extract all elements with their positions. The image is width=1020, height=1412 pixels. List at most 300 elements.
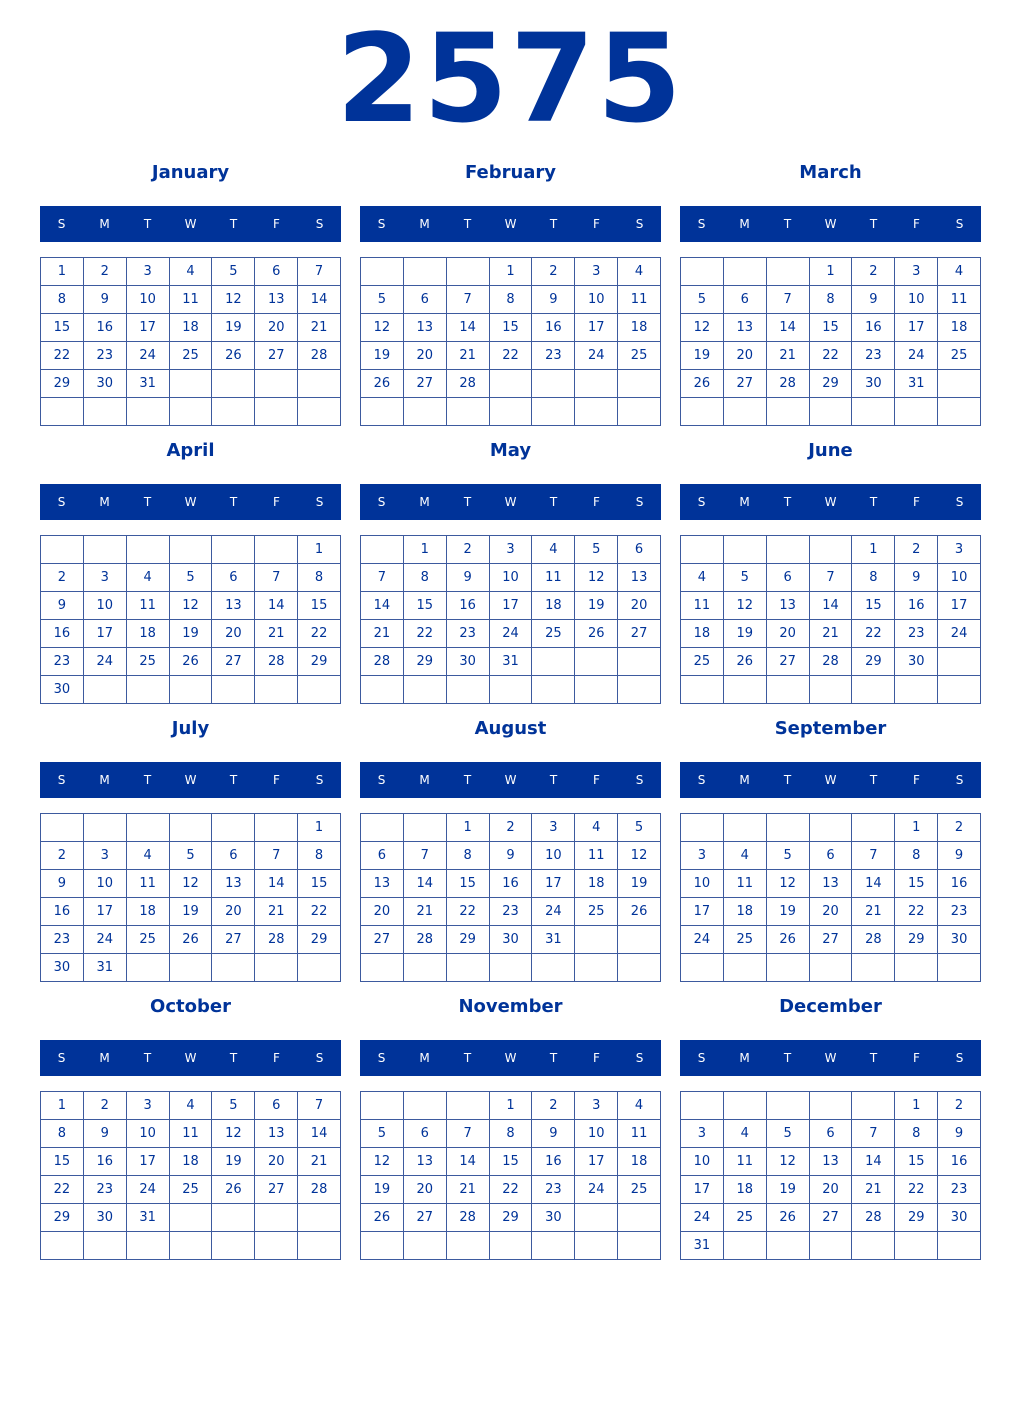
weekday-label: T bbox=[463, 217, 472, 231]
day-cell: 21 bbox=[447, 1176, 490, 1204]
weekday-label: T bbox=[463, 1051, 472, 1065]
empty-cell bbox=[170, 954, 213, 982]
day-cell: 20 bbox=[724, 342, 767, 370]
weekday-header bbox=[680, 484, 981, 520]
empty-cell bbox=[724, 676, 767, 704]
empty-cell bbox=[767, 814, 810, 842]
day-cell: 7 bbox=[361, 564, 404, 592]
day-cell: 20 bbox=[255, 314, 298, 342]
weekday-label: S bbox=[955, 773, 964, 787]
day-cell: 7 bbox=[298, 258, 341, 286]
weekday-label: M bbox=[419, 495, 430, 509]
day-cell: 4 bbox=[170, 1092, 213, 1120]
day-cell: 10 bbox=[84, 870, 127, 898]
day-cell: 24 bbox=[84, 648, 127, 676]
day-cell: 4 bbox=[575, 814, 618, 842]
day-cell: 19 bbox=[212, 1148, 255, 1176]
day-cell: 29 bbox=[810, 370, 853, 398]
weekday-label: S bbox=[697, 773, 706, 787]
empty-cell bbox=[127, 398, 170, 426]
weekday-label: T bbox=[783, 773, 792, 787]
day-cell: 27 bbox=[724, 370, 767, 398]
day-cell: 29 bbox=[298, 648, 341, 676]
empty-cell bbox=[895, 954, 938, 982]
day-cell: 11 bbox=[724, 870, 767, 898]
empty-cell bbox=[852, 954, 895, 982]
day-cell: 31 bbox=[127, 1204, 170, 1232]
day-cell: 13 bbox=[810, 1148, 853, 1176]
day-cell: 13 bbox=[212, 592, 255, 620]
weekday-label: T bbox=[229, 1051, 238, 1065]
day-cell: 13 bbox=[618, 564, 661, 592]
weekday-label: T bbox=[229, 217, 238, 231]
weekday-label: S bbox=[955, 1051, 964, 1065]
day-cell: 24 bbox=[895, 342, 938, 370]
weekday-label: S bbox=[57, 495, 66, 509]
day-cell: 11 bbox=[575, 842, 618, 870]
empty-cell bbox=[810, 676, 853, 704]
day-cell: 4 bbox=[618, 1092, 661, 1120]
weekday-label: S bbox=[955, 495, 964, 509]
weekday-header bbox=[680, 206, 981, 242]
weekday-label: T bbox=[463, 495, 472, 509]
day-cell: 31 bbox=[127, 370, 170, 398]
day-cell: 21 bbox=[447, 342, 490, 370]
empty-cell bbox=[447, 1092, 490, 1120]
weekday-label: M bbox=[739, 773, 750, 787]
day-cell: 21 bbox=[767, 342, 810, 370]
day-cell: 29 bbox=[895, 926, 938, 954]
weekday-label: T bbox=[869, 773, 878, 787]
weekday-label: T bbox=[143, 495, 152, 509]
day-cell: 27 bbox=[618, 620, 661, 648]
weekday-label: S bbox=[635, 217, 644, 231]
day-cell: 21 bbox=[404, 898, 447, 926]
day-cell: 17 bbox=[575, 314, 618, 342]
empty-cell bbox=[938, 1232, 981, 1260]
day-cell: 22 bbox=[490, 1176, 533, 1204]
weekday-label: T bbox=[549, 1051, 558, 1065]
day-cell: 27 bbox=[212, 648, 255, 676]
day-cell: 21 bbox=[298, 314, 341, 342]
empty-cell bbox=[447, 1232, 490, 1260]
empty-cell bbox=[810, 814, 853, 842]
day-cell: 1 bbox=[810, 258, 853, 286]
day-cell: 9 bbox=[41, 592, 84, 620]
day-cell: 22 bbox=[41, 1176, 84, 1204]
day-cell: 10 bbox=[681, 870, 724, 898]
empty-cell bbox=[532, 648, 575, 676]
weekday-label: S bbox=[697, 217, 706, 231]
day-cell: 13 bbox=[361, 870, 404, 898]
day-cell: 28 bbox=[447, 1204, 490, 1232]
day-cell: 8 bbox=[298, 842, 341, 870]
day-cell: 8 bbox=[490, 286, 533, 314]
empty-cell bbox=[575, 1232, 618, 1260]
day-cell: 21 bbox=[810, 620, 853, 648]
weekday-label: M bbox=[99, 773, 110, 787]
day-grid bbox=[680, 257, 981, 426]
empty-cell bbox=[810, 1232, 853, 1260]
day-cell: 1 bbox=[490, 258, 533, 286]
day-cell: 20 bbox=[404, 1176, 447, 1204]
day-cell: 20 bbox=[212, 898, 255, 926]
month-name: March bbox=[799, 162, 862, 183]
day-cell: 2 bbox=[852, 258, 895, 286]
day-cell: 2 bbox=[41, 842, 84, 870]
empty-cell bbox=[490, 676, 533, 704]
empty-cell bbox=[212, 1204, 255, 1232]
weekday-label: F bbox=[913, 217, 920, 231]
day-cell: 22 bbox=[810, 342, 853, 370]
day-cell: 15 bbox=[895, 870, 938, 898]
day-cell: 16 bbox=[938, 1148, 981, 1176]
day-cell: 16 bbox=[84, 314, 127, 342]
month-name: November bbox=[458, 996, 563, 1017]
empty-cell bbox=[767, 398, 810, 426]
empty-cell bbox=[618, 676, 661, 704]
day-cell: 1 bbox=[298, 814, 341, 842]
weekday-label: F bbox=[913, 495, 920, 509]
day-cell: 18 bbox=[170, 1148, 213, 1176]
empty-cell bbox=[170, 1204, 213, 1232]
day-cell: 12 bbox=[170, 592, 213, 620]
day-cell: 28 bbox=[255, 648, 298, 676]
empty-cell bbox=[127, 1232, 170, 1260]
day-cell: 4 bbox=[127, 564, 170, 592]
empty-cell bbox=[404, 954, 447, 982]
day-cell: 23 bbox=[447, 620, 490, 648]
day-cell: 24 bbox=[127, 342, 170, 370]
day-grid bbox=[40, 535, 341, 704]
day-cell: 26 bbox=[212, 342, 255, 370]
day-cell: 12 bbox=[575, 564, 618, 592]
day-cell: 29 bbox=[447, 926, 490, 954]
day-cell: 30 bbox=[447, 648, 490, 676]
day-cell: 5 bbox=[361, 1120, 404, 1148]
day-cell: 27 bbox=[255, 342, 298, 370]
day-cell: 8 bbox=[298, 564, 341, 592]
day-cell: 25 bbox=[618, 1176, 661, 1204]
day-cell: 7 bbox=[404, 842, 447, 870]
empty-cell bbox=[852, 398, 895, 426]
empty-cell bbox=[404, 1092, 447, 1120]
weekday-label: T bbox=[783, 495, 792, 509]
day-cell: 25 bbox=[170, 342, 213, 370]
day-cell: 31 bbox=[490, 648, 533, 676]
weekday-label: W bbox=[184, 773, 197, 787]
day-cell: 12 bbox=[767, 870, 810, 898]
day-cell: 31 bbox=[895, 370, 938, 398]
day-cell: 19 bbox=[724, 620, 767, 648]
day-cell: 11 bbox=[532, 564, 575, 592]
weekday-label: T bbox=[463, 773, 472, 787]
day-cell: 5 bbox=[212, 1092, 255, 1120]
empty-cell bbox=[490, 370, 533, 398]
day-cell: 8 bbox=[490, 1120, 533, 1148]
empty-cell bbox=[255, 814, 298, 842]
empty-cell bbox=[298, 1232, 341, 1260]
day-cell: 3 bbox=[84, 842, 127, 870]
day-cell: 12 bbox=[361, 314, 404, 342]
day-cell: 4 bbox=[170, 258, 213, 286]
day-cell: 6 bbox=[255, 258, 298, 286]
empty-cell bbox=[767, 258, 810, 286]
day-cell: 28 bbox=[447, 370, 490, 398]
day-cell: 28 bbox=[767, 370, 810, 398]
day-cell: 9 bbox=[84, 1120, 127, 1148]
day-cell: 6 bbox=[212, 564, 255, 592]
day-cell: 28 bbox=[255, 926, 298, 954]
day-cell: 29 bbox=[490, 1204, 533, 1232]
day-grid bbox=[360, 257, 661, 426]
day-cell: 21 bbox=[361, 620, 404, 648]
weekday-label: T bbox=[229, 773, 238, 787]
day-grid bbox=[360, 535, 661, 704]
day-cell: 15 bbox=[298, 592, 341, 620]
day-cell: 14 bbox=[404, 870, 447, 898]
day-cell: 13 bbox=[767, 592, 810, 620]
day-cell: 9 bbox=[84, 286, 127, 314]
day-cell: 8 bbox=[404, 564, 447, 592]
day-cell: 29 bbox=[895, 1204, 938, 1232]
day-cell: 16 bbox=[41, 898, 84, 926]
weekday-label: S bbox=[315, 773, 324, 787]
empty-cell bbox=[212, 954, 255, 982]
empty-cell bbox=[127, 954, 170, 982]
weekday-label: T bbox=[549, 773, 558, 787]
weekday-label: W bbox=[504, 773, 517, 787]
day-cell: 8 bbox=[447, 842, 490, 870]
day-cell: 12 bbox=[681, 314, 724, 342]
empty-cell bbox=[724, 814, 767, 842]
day-cell: 19 bbox=[170, 620, 213, 648]
day-cell: 15 bbox=[41, 314, 84, 342]
weekday-label: T bbox=[869, 217, 878, 231]
day-cell: 16 bbox=[532, 314, 575, 342]
day-cell: 9 bbox=[447, 564, 490, 592]
weekday-header bbox=[40, 1040, 341, 1076]
day-cell: 16 bbox=[41, 620, 84, 648]
weekday-header bbox=[360, 206, 661, 242]
day-cell: 24 bbox=[681, 1204, 724, 1232]
day-cell: 23 bbox=[938, 1176, 981, 1204]
day-cell: 30 bbox=[41, 676, 84, 704]
weekday-label: S bbox=[697, 495, 706, 509]
day-cell: 29 bbox=[41, 370, 84, 398]
day-cell: 20 bbox=[255, 1148, 298, 1176]
day-cell: 13 bbox=[810, 870, 853, 898]
weekday-label: S bbox=[315, 1051, 324, 1065]
day-cell: 16 bbox=[938, 870, 981, 898]
day-cell: 2 bbox=[532, 258, 575, 286]
day-cell: 6 bbox=[404, 1120, 447, 1148]
day-cell: 3 bbox=[532, 814, 575, 842]
month-name: October bbox=[150, 996, 231, 1017]
day-cell: 17 bbox=[127, 1148, 170, 1176]
empty-cell bbox=[212, 536, 255, 564]
weekday-label: M bbox=[99, 1051, 110, 1065]
day-cell: 1 bbox=[852, 536, 895, 564]
empty-cell bbox=[618, 1204, 661, 1232]
day-cell: 30 bbox=[490, 926, 533, 954]
weekday-label: W bbox=[184, 217, 197, 231]
month-name: January bbox=[151, 162, 230, 183]
empty-cell bbox=[212, 1232, 255, 1260]
day-cell: 28 bbox=[852, 1204, 895, 1232]
day-cell: 6 bbox=[255, 1092, 298, 1120]
empty-cell bbox=[724, 536, 767, 564]
weekday-label: W bbox=[184, 1051, 197, 1065]
empty-cell bbox=[84, 398, 127, 426]
day-cell: 24 bbox=[490, 620, 533, 648]
weekday-label: F bbox=[593, 773, 600, 787]
day-cell: 2 bbox=[84, 258, 127, 286]
day-cell: 12 bbox=[212, 286, 255, 314]
month-name: May bbox=[489, 440, 532, 461]
day-cell: 17 bbox=[938, 592, 981, 620]
day-cell: 12 bbox=[767, 1148, 810, 1176]
empty-cell bbox=[681, 398, 724, 426]
day-cell: 13 bbox=[404, 314, 447, 342]
day-cell: 23 bbox=[84, 1176, 127, 1204]
day-cell: 17 bbox=[895, 314, 938, 342]
empty-cell bbox=[618, 954, 661, 982]
day-cell: 5 bbox=[724, 564, 767, 592]
day-cell: 5 bbox=[170, 564, 213, 592]
empty-cell bbox=[724, 258, 767, 286]
day-cell: 9 bbox=[490, 842, 533, 870]
day-cell: 21 bbox=[298, 1148, 341, 1176]
day-cell: 15 bbox=[41, 1148, 84, 1176]
empty-cell bbox=[852, 1092, 895, 1120]
day-cell: 23 bbox=[852, 342, 895, 370]
empty-cell bbox=[255, 954, 298, 982]
day-cell: 3 bbox=[490, 536, 533, 564]
day-cell: 28 bbox=[361, 648, 404, 676]
day-cell: 27 bbox=[212, 926, 255, 954]
day-cell: 1 bbox=[895, 1092, 938, 1120]
empty-cell bbox=[490, 1232, 533, 1260]
weekday-label: W bbox=[504, 1051, 517, 1065]
day-cell: 23 bbox=[490, 898, 533, 926]
day-cell: 15 bbox=[447, 870, 490, 898]
day-cell: 27 bbox=[361, 926, 404, 954]
day-cell: 9 bbox=[852, 286, 895, 314]
day-cell: 7 bbox=[767, 286, 810, 314]
empty-cell bbox=[41, 814, 84, 842]
day-cell: 2 bbox=[447, 536, 490, 564]
day-cell: 9 bbox=[41, 870, 84, 898]
month-name: June bbox=[808, 440, 853, 461]
empty-cell bbox=[84, 536, 127, 564]
day-cell: 22 bbox=[447, 898, 490, 926]
weekday-label: S bbox=[377, 773, 386, 787]
day-cell: 8 bbox=[41, 1120, 84, 1148]
empty-cell bbox=[724, 398, 767, 426]
day-cell: 13 bbox=[404, 1148, 447, 1176]
day-cell: 30 bbox=[938, 1204, 981, 1232]
empty-cell bbox=[575, 648, 618, 676]
weekday-label: F bbox=[273, 217, 280, 231]
day-cell: 25 bbox=[681, 648, 724, 676]
day-cell: 19 bbox=[767, 898, 810, 926]
day-cell: 3 bbox=[127, 1092, 170, 1120]
day-cell: 25 bbox=[618, 342, 661, 370]
day-cell: 20 bbox=[810, 898, 853, 926]
day-cell: 2 bbox=[938, 814, 981, 842]
day-cell: 24 bbox=[84, 926, 127, 954]
empty-cell bbox=[767, 1232, 810, 1260]
day-cell: 15 bbox=[298, 870, 341, 898]
weekday-label: F bbox=[593, 1051, 600, 1065]
weekday-label: W bbox=[824, 217, 837, 231]
weekday-label: S bbox=[377, 495, 386, 509]
empty-cell bbox=[255, 398, 298, 426]
empty-cell bbox=[212, 814, 255, 842]
empty-cell bbox=[724, 954, 767, 982]
weekday-label: S bbox=[57, 773, 66, 787]
day-cell: 14 bbox=[852, 1148, 895, 1176]
day-cell: 1 bbox=[490, 1092, 533, 1120]
empty-cell bbox=[575, 676, 618, 704]
empty-cell bbox=[681, 536, 724, 564]
empty-cell bbox=[938, 398, 981, 426]
empty-cell bbox=[212, 370, 255, 398]
day-cell: 15 bbox=[895, 1148, 938, 1176]
day-cell: 18 bbox=[724, 1176, 767, 1204]
empty-cell bbox=[404, 814, 447, 842]
day-cell: 11 bbox=[618, 1120, 661, 1148]
day-cell: 18 bbox=[938, 314, 981, 342]
weekday-label: F bbox=[273, 495, 280, 509]
day-cell: 15 bbox=[490, 314, 533, 342]
empty-cell bbox=[681, 258, 724, 286]
day-cell: 18 bbox=[724, 898, 767, 926]
day-cell: 28 bbox=[298, 1176, 341, 1204]
day-cell: 10 bbox=[127, 1120, 170, 1148]
day-cell: 10 bbox=[532, 842, 575, 870]
day-cell: 27 bbox=[255, 1176, 298, 1204]
weekday-label: S bbox=[315, 217, 324, 231]
day-cell: 15 bbox=[852, 592, 895, 620]
empty-cell bbox=[724, 1092, 767, 1120]
empty-cell bbox=[895, 1232, 938, 1260]
day-cell: 31 bbox=[84, 954, 127, 982]
empty-cell bbox=[298, 1204, 341, 1232]
day-cell: 6 bbox=[767, 564, 810, 592]
empty-cell bbox=[810, 536, 853, 564]
day-cell: 26 bbox=[361, 1204, 404, 1232]
day-cell: 25 bbox=[724, 926, 767, 954]
day-cell: 30 bbox=[532, 1204, 575, 1232]
empty-cell bbox=[170, 1232, 213, 1260]
empty-cell bbox=[447, 676, 490, 704]
empty-cell bbox=[852, 676, 895, 704]
day-cell: 6 bbox=[810, 1120, 853, 1148]
day-cell: 21 bbox=[255, 620, 298, 648]
day-cell: 22 bbox=[41, 342, 84, 370]
day-cell: 4 bbox=[724, 1120, 767, 1148]
day-cell: 19 bbox=[681, 342, 724, 370]
day-cell: 9 bbox=[938, 842, 981, 870]
day-cell: 4 bbox=[532, 536, 575, 564]
weekday-header bbox=[40, 762, 341, 798]
day-cell: 14 bbox=[361, 592, 404, 620]
month-name: April bbox=[166, 440, 215, 461]
day-cell: 4 bbox=[681, 564, 724, 592]
day-cell: 7 bbox=[447, 286, 490, 314]
